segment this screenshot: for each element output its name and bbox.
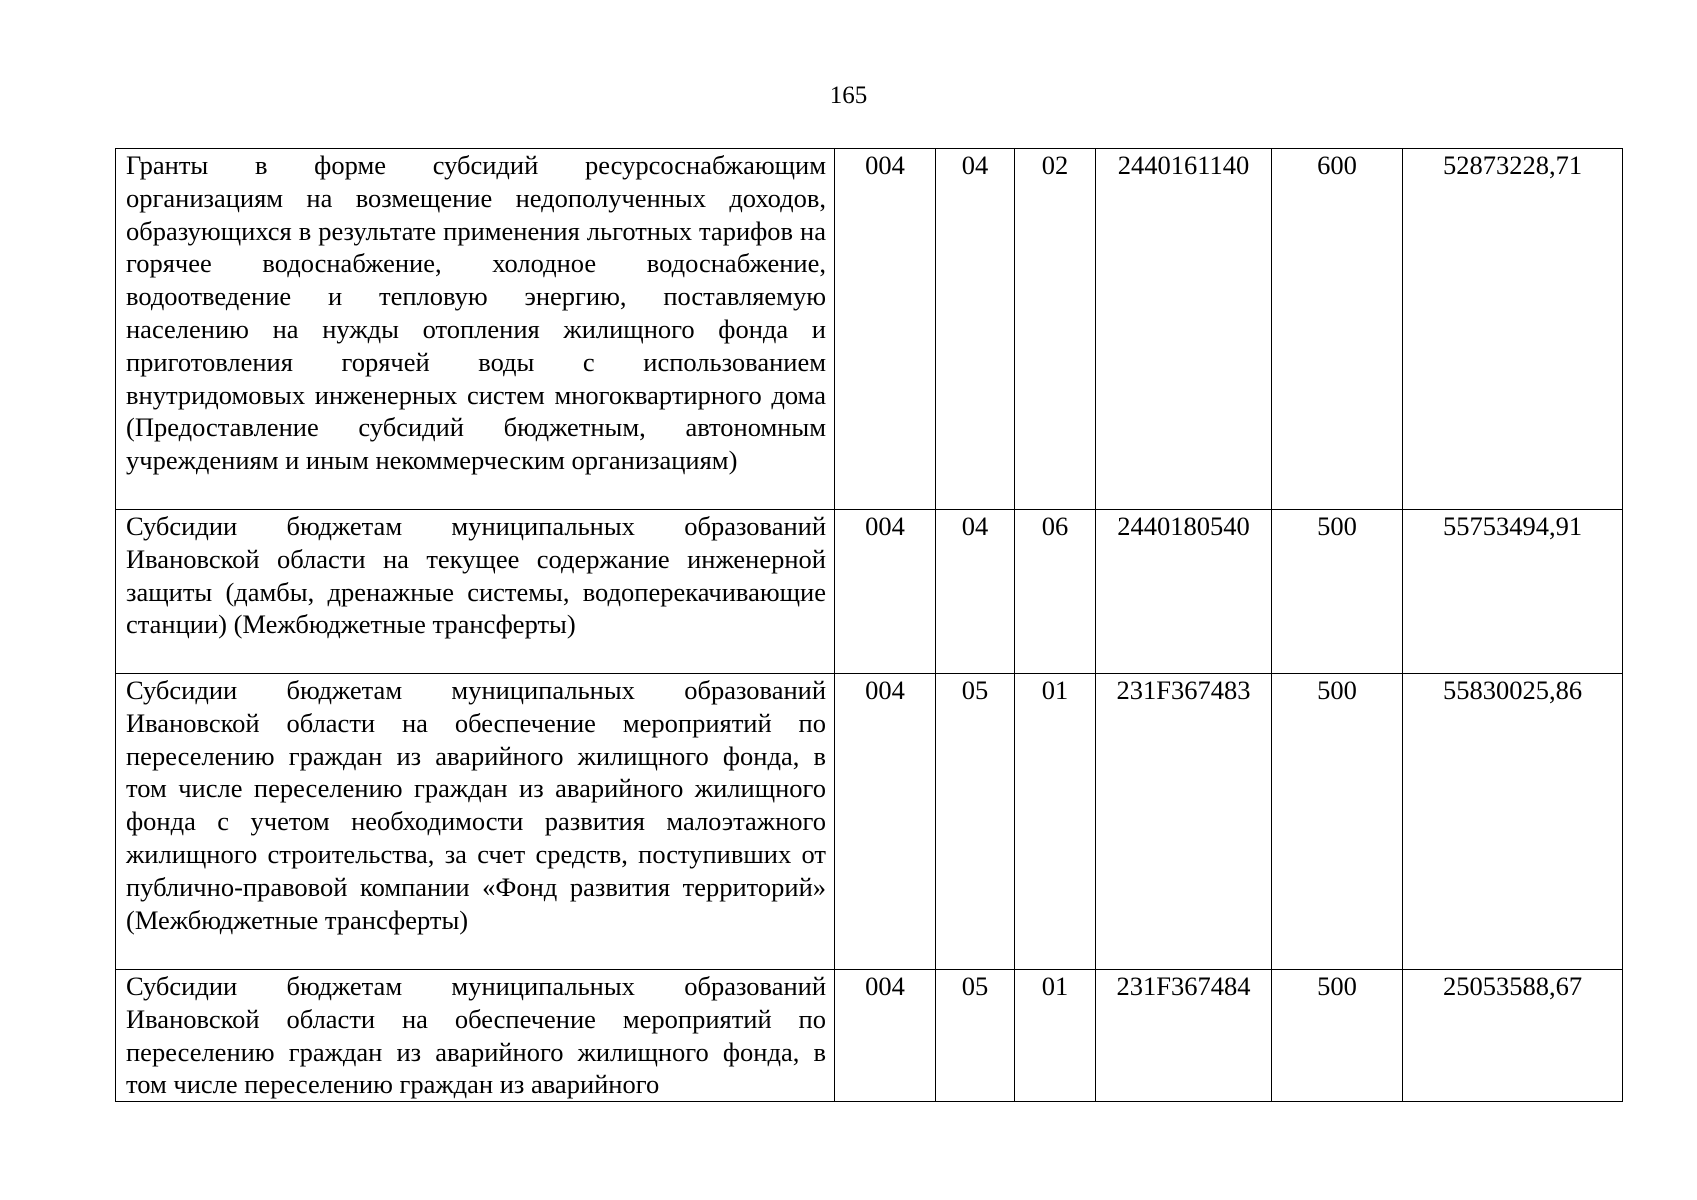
table-row bbox=[116, 149, 1623, 510]
page-number: 165 bbox=[829, 82, 868, 109]
row-target-article: 231F367484 bbox=[1096, 970, 1272, 1102]
row-description: Гранты в форме субсидий ресурсоснабжающим организациям на возмещение недополученных доходов, образующихся в результате применения льготных тарифов на горячее водоснабжение, холодное водоснабжение, водоотведение и тепловую энергию, поставляемую населению на нужды отопления жилищного фонда и приготовления горячей воды с использованием внутридомовых инженерных систем многоквартирного дома (Предоставление субсидий бюджетным, автономным учреждениям и иным некоммерческим организациям) bbox=[116, 149, 835, 510]
row-subsection-code: 02 bbox=[1015, 149, 1096, 510]
row-target-article: 2440161140 bbox=[1096, 149, 1272, 510]
row-expense-type: 500 bbox=[1272, 970, 1403, 1102]
budget-table bbox=[115, 148, 1623, 1102]
row-subsection-code: 06 bbox=[1015, 510, 1096, 674]
row-ministry-code: 004 bbox=[835, 970, 936, 1102]
row-expense-type: 500 bbox=[1272, 510, 1403, 674]
row-expense-type: 500 bbox=[1272, 674, 1403, 970]
row-section-code: 04 bbox=[936, 510, 1015, 674]
row-section-code: 05 bbox=[936, 970, 1015, 1102]
row-amount: 25053588,67 bbox=[1403, 970, 1623, 1102]
row-ministry-code: 004 bbox=[835, 674, 936, 970]
row-subsection-code: 01 bbox=[1015, 970, 1096, 1102]
table-row bbox=[116, 970, 1623, 1102]
row-ministry-code: 004 bbox=[835, 149, 936, 510]
row-description: Субсидии бюджетам муниципальных образований Ивановской области на обеспечение мероприятий по переселению граждан из аварийного жилищного фонда, в том числе переселению граждан из аварийного bbox=[116, 970, 835, 1102]
row-amount: 52873228,71 bbox=[1403, 149, 1623, 510]
row-description: Субсидии бюджетам муниципальных образований Ивановской области на обеспечение мероприятий по переселению граждан из аварийного жилищного фонда, в том числе переселению граждан из аварийного жилищного фонда с учетом необходимости развития малоэтажного жилищного строительства, за счет средств, поступивших от публично-правовой компании «Фонд развития территорий» (Межбюджетные трансферты) bbox=[116, 674, 835, 970]
row-section-code: 05 bbox=[936, 674, 1015, 970]
table-row bbox=[116, 510, 1623, 674]
row-target-article: 231F367483 bbox=[1096, 674, 1272, 970]
row-section-code: 04 bbox=[936, 149, 1015, 510]
row-target-article: 2440180540 bbox=[1096, 510, 1272, 674]
row-description: Субсидии бюджетам муниципальных образований Ивановской области на текущее содержание инженерной защиты (дамбы, дренажные системы, водоперекачивающие станции) (Межбюджетные трансферты) bbox=[116, 510, 835, 674]
row-amount: 55753494,91 bbox=[1403, 510, 1623, 674]
table-row bbox=[116, 674, 1623, 970]
row-expense-type: 600 bbox=[1272, 149, 1403, 510]
row-amount: 55830025,86 bbox=[1403, 674, 1623, 970]
row-subsection-code: 01 bbox=[1015, 674, 1096, 970]
row-ministry-code: 004 bbox=[835, 510, 936, 674]
